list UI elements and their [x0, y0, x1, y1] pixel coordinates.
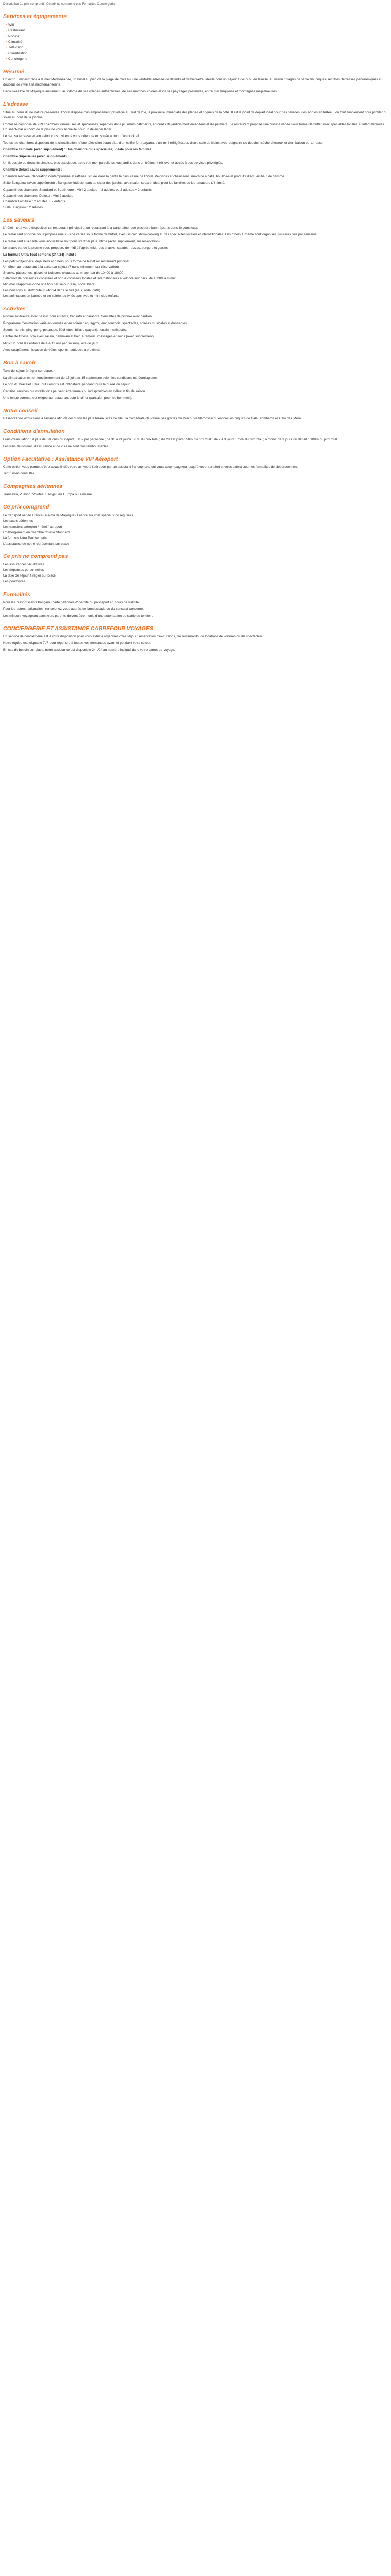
section-conseil: [3, 406, 388, 421]
section-option-assistance: [3, 455, 388, 477]
section-title-services: Services et équipements: [3, 13, 67, 20]
conseil-paragraph: Réservez vos excursions à l'avance afin de découvrir les plus beaux sites de l'île : la cathédrale de Palma, les grottes du Drach, Valldemossa ou encore les criques de Cala Llombards et Caló des Moro.: [3, 417, 302, 421]
activites-paragraph: Avec supplément : location de vélos, sports nautiques à proximité.: [3, 348, 102, 352]
service-item: • Piscine: [6, 34, 388, 39]
formalites-paragraph: Pour les ressortissants français : carte nationale d'identité ou passeport en cours de validité.: [3, 600, 140, 604]
conditions-paragraph: Frais d'annulation : à plus de 30 jours du départ : 50 € par personne ; de 30 à 21 jours : 25% du prix total ; de 20 à 8 jours : 50% du prix total ; de 7 à 3 jours : 75% du prix total ; à moins de 3 jours du départ : 100% du prix total.: [3, 437, 338, 442]
section-adresse: [3, 100, 388, 210]
service-item: • Conciergerie: [6, 57, 388, 62]
activites-paragraph: Sports : tennis, ping-pong, pétanque, fléchettes, billard (payant), terrain multisports.: [3, 328, 127, 332]
section-conciergerie: [3, 624, 388, 653]
adresse-paragraph: Suite Bungalow (avec supplément) : Bungalow indépendant au cœur des jardins, avec salon séparé, idéal pour les familles ou les amateurs d'intimité.: [3, 181, 225, 185]
section-title-conciergerie: CONCIERGERIE ET ASSISTANCE CARREFOUR VOYAGES: [3, 625, 153, 632]
saveurs-list-item: Snacks, pâtisseries, glaces et boissons chaudes au snack-bar de 10h00 à 18h00: [3, 271, 124, 275]
adresse-paragraph: Suite Bungalow : 2 adultes: [3, 205, 43, 209]
adresse-paragraph: Chambre rénovée, décoration contemporaine et raffinée, située dans la partie la plus calme de l'hôtel. Peignoirs et chaussons, machine à café, bouilloire et produits d'accueil haut de gamme.: [3, 175, 285, 179]
prix-comprend-item: L'hébergement en chambre double Standard: [3, 530, 70, 534]
bon-a-savoir-paragraph: Une tenue correcte est exigée au restaurant pour le dîner (pantalon pour les hommes).: [3, 396, 132, 400]
section-title-adresse: L'adresse: [3, 101, 28, 108]
adresse-paragraph: Le bar, sa terrasse et son salon vous invitent à vous détendre en soirée autour d'un cocktail.: [3, 134, 140, 138]
services-list: [6, 23, 388, 62]
saveurs-paragraph: L'hôtel met à votre disposition un restaurant principal et un restaurant à la carte, ainsi que plusieurs bars répartis dans le complexe.: [3, 226, 198, 230]
saveurs-list-item: Les petits-déjeuners, déjeuners et dîners sous forme de buffet au restaurant principal: [3, 260, 129, 264]
section-title-conditions: Conditions d'annulation: [3, 428, 65, 435]
adresse-paragraph: Chambre Familiale (avec supplément) : Une chambre plus spacieuse, idéale pour les familles.: [3, 148, 152, 152]
adresse-paragraph: Chambre Deluxe (avec supplément) :: [3, 168, 62, 172]
formalites-paragraph: Les mineurs voyageant sans leurs parents doivent être munis d'une autorisation de sortie du territoire.: [3, 614, 155, 618]
saveurs-paragraph: La formule Ultra Tout compris (24h/24) inclut :: [3, 253, 76, 257]
activites-paragraph: Programme d'animation varié en journée et en soirée : aquagym, jeux, tournois, spectacles, soirées musicales et dansantes.: [3, 321, 188, 326]
adresse-paragraph: Chambre Familiale : 2 adultes + 2 enfants: [3, 199, 66, 204]
section-title-saveurs: Les saveurs: [3, 216, 35, 223]
prix-comprend-item: L'assistance de notre représentant sur place: [3, 541, 69, 546]
adresse-paragraph: Chambre Supérieure (avec supplément) :: [3, 155, 69, 159]
prix-comprend-item: La formule Ultra Tout compris: [3, 536, 47, 540]
activites-paragraph: Centre de fitness, spa avec sauna, hammam et bain à remous, massages et soins (avec supplément).: [3, 335, 155, 339]
option-assistance-paragraph: Cette option vous permet d'être accueilli dès votre arrivée à l'aéroport par un assistant francophone qui vous accompagnera jusqu'à votre transfert et vous aidera pour les formalités de débarquement.: [3, 465, 299, 469]
activites-paragraph: Piscine extérieure avec bassin pour enfants, transats et parasols. Serviettes de piscine avec caution.: [3, 315, 153, 318]
section-title-compagnies: Compagnies aériennes: [3, 483, 62, 490]
saveurs-list-item: Sélection de boissons alcoolisées et non alcoolisées locales et internationales à volonté aux bars, de 10h00 à minuit: [3, 277, 176, 281]
section-services: [3, 12, 388, 62]
resume-paragraph: Un écrin lumineux face à la mer Méditerranée, un hôtel au pied de la plage de Cala Pi, une véritable adresse de détente et de bien-être, idéale pour un séjour à deux ou en famille. Au menu : plages de sable fin, criques secrètes, terrasses panoramiques et douceur de vivre à la méditerranéenne.: [3, 78, 382, 87]
section-title-resume: Résumé: [3, 69, 24, 75]
conditions-paragraph: Les frais de dossier, d'assurance et de visa ne sont pas remboursables.: [3, 444, 110, 448]
section-title-prix-comprend: Ce prix comprend: [3, 504, 50, 511]
section-compagnies: [3, 482, 388, 497]
adresse-paragraph: L'hôtel se compose de 229 chambres lumineuses et spacieuses, réparties dans plusieurs bâtiments, entourés de jardins méditerranéens et de palmiers. Le restaurant propose une cuisine variée sous forme de buffet avec spécialités locales et internationales. Un snack-bar au bord de la piscine vous accueille pour un déjeuner léger.: [3, 122, 385, 131]
saveurs-paragraph: Le restaurant à la carte vous accueille le soir pour un dîner plus intime (avec supplément, sur réservation).: [3, 240, 161, 244]
section-saveurs: [3, 216, 388, 299]
section-bon-a-savoir: [3, 359, 388, 401]
bon-a-savoir-paragraph: Taxe de séjour à régler sur place.: [3, 369, 53, 373]
prix-comprend-item: Le transport aérien France / Palma de Majorque / France sur vols spéciaux ou réguliers: [3, 513, 133, 517]
section-title-formalites: Formalités: [3, 591, 31, 598]
section-activites: [3, 304, 388, 353]
prix-comprend-item: Les taxes aériennes: [3, 519, 34, 523]
conciergerie-paragraph: En cas de besoin sur place, notre assistance est disponible 24h/24 au numéro indiqué dans votre carnet de voyage.: [3, 648, 175, 652]
section-formalites: [3, 590, 388, 619]
saveurs-list-item: Un dîner au restaurant à la carte par séjour (7 nuits minimum, sur réservation): [3, 265, 119, 269]
conciergerie-paragraph: Un service de conciergerie est à votre disposition pour vous aider à organiser votre séjour : réservation d'excursions, de restaurants, de locations de voitures ou de spectacles.: [3, 635, 263, 639]
saveurs-paragraph: Le restaurant principal vous propose une cuisine variée sous forme de buffet, avec un coin show-cooking et des spécialités locales et internationales. Les dîners à thème sont organisés plusieurs fois par semaine.: [3, 233, 318, 237]
prix-ne-comprend-item: Les assurances facultatives: [3, 563, 44, 567]
adresse-paragraph: Un lit double ou deux lits simples, plus spacieuse, avec vue mer partielle ou vue jardin, dans un bâtiment rénové, et accès à des services privilégiés.: [3, 161, 223, 165]
section-title-prix-ne-comprend: Ce prix ne comprend pas: [3, 553, 68, 560]
resume-paragraph: Découvrez l'île de Majorque autrement, au rythme de ses villages authentiques, de ses marchés colorés et de ses paysages préservés, entre mer turquoise et montagnes majestueuses.: [3, 90, 278, 94]
adresse-paragraph: Capacité des chambres Standard et Supérieure : Mini 2 adultes – 3 adultes ou 2 adultes + 2 enfants: [3, 188, 152, 192]
section-prix-ne-comprend: [3, 552, 388, 585]
saveurs-list-item: Les animations en journée et en soirée, activités sportives et mini-club enfants: [3, 294, 120, 298]
adresse-paragraph: Capacité des chambres Deluxe : Mini 2 adultes: [3, 194, 73, 198]
option-assistance-paragraph: Tarif : nous consulter.: [3, 472, 35, 476]
adresse-paragraph: Situé au cœur d'une nature préservée, l'hôtel dispose d'un emplacement privilégié au sud de l'île, à proximité immédiate des plages et criques de la côte. Il est le point de départ idéal pour des balades, des sorties en bateau, ou tout simplement pour profiter du soleil au bord de la piscine.: [3, 110, 387, 120]
prix-ne-comprend-item: La taxe de séjour à régler sur place: [3, 574, 56, 578]
activites-paragraph: Miniclub pour les enfants de 4 à 12 ans (en saison), aire de jeux.: [3, 342, 100, 346]
section-title-activites: Activités: [3, 305, 26, 312]
conciergerie-paragraph: Notre équipe est joignable 7j/7 pour répondre à toutes vos demandes avant et pendant votre séjour.: [3, 641, 151, 646]
bon-a-savoir-paragraph: Certains services ou installations peuvent être fermés ou indisponibles en début et fin de saison.: [3, 389, 146, 393]
saveurs-paragraph: Le snack-bar de la piscine vous propose, de midi à l'après-midi, des snacks, salades, pizzas, burgers et glaces.: [3, 246, 169, 250]
section-resume: [3, 67, 388, 94]
section-title-bon-a-savoir: Bon à savoir: [3, 360, 36, 366]
prix-ne-comprend-item: Les dépenses personnelles: [3, 568, 44, 572]
prix-ne-comprend-item: Les pourboires: [3, 580, 25, 584]
top-line: Description Ce prix comprend : Ce prix ne comprend pas Formalités Conciergerie: [3, 3, 115, 6]
section-prix-comprend: [3, 503, 388, 547]
section-title-conseil: Notre conseil: [3, 407, 38, 414]
compagnies-paragraph: Transavia, Vueling, Volotea, Easyjet, Air Europa ou similaire.: [3, 493, 93, 497]
saveurs-list-item: Les boissons au distributeur 24h/24 dans le hall (eau, soda, café): [3, 288, 100, 292]
bon-a-savoir-paragraph: Le port du bracelet Ultra Tout compris est obligatoire pendant toute la durée du séjour.: [3, 382, 131, 386]
saveurs-list-item: Mini-bar réapprovisionné une fois par séjour (eau, soda, bière): [3, 282, 96, 286]
adresse-paragraph: Toutes les chambres disposent de la climatisation, d'une télévision écran plat, d'un coffre-fort (payant), d'un mini-réfrigérateur, d'une salle de bains avec baignoire ou douche, sèche-cheveux et d'un balcon ou terrasse.: [3, 141, 324, 145]
section-title-option-assistance: Option Facultative : Assistance VIP Aéroport: [3, 455, 118, 462]
bon-a-savoir-paragraph: La climatisation est en fonctionnement du 15 juin au 15 septembre selon les conditions météorologiques.: [3, 376, 159, 380]
service-item: • Climatisation: [6, 51, 388, 56]
service-item: • Restaurant: [6, 28, 388, 33]
service-item: • Climatisé: [6, 40, 388, 45]
section-conditions: [3, 427, 388, 449]
formalites-paragraph: Pour les autres nationalités, renseignez-vous auprès de l'ambassade ou du consulat concerné.: [3, 607, 144, 611]
prix-comprend-item: Les transferts aéroport / hôtel / aéroport: [3, 524, 62, 529]
service-item: • Wifi: [6, 23, 388, 28]
service-item: • Télévision: [6, 45, 388, 50]
